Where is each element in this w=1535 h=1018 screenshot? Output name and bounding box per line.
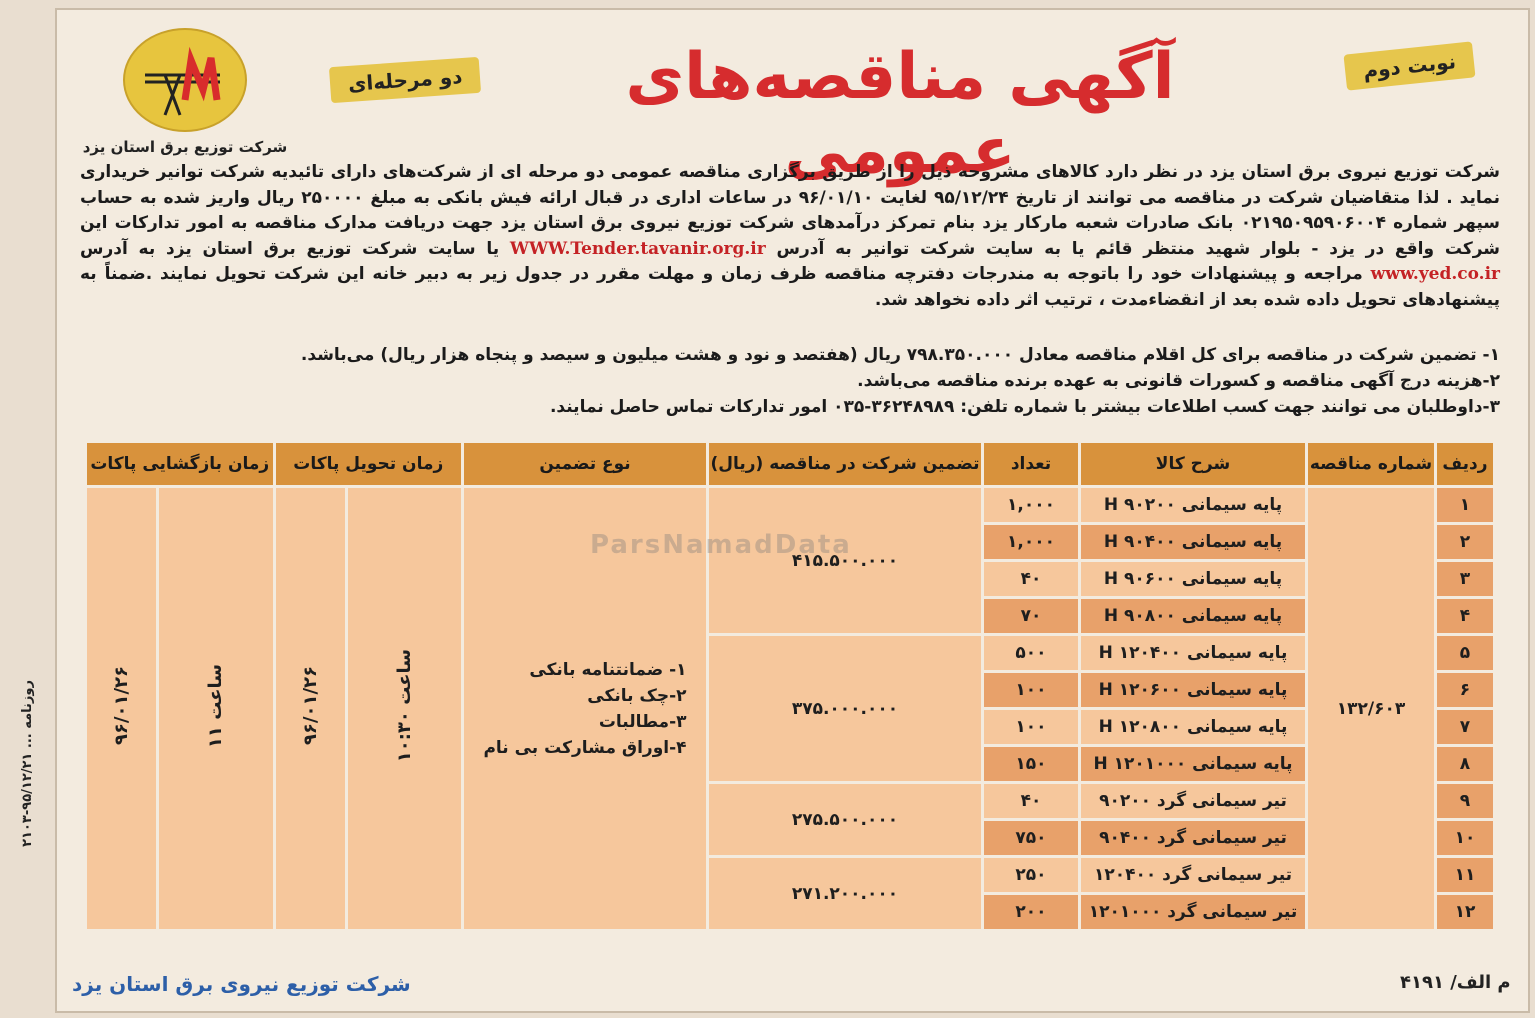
delivery-time-text: ساعت ۱۰:۳۰ xyxy=(393,649,415,763)
item-qty: ۴۰ xyxy=(984,562,1078,596)
stage-badge: دو مرحله‌ای xyxy=(329,57,482,103)
guarantee-type-item: ۱- ضمانتنامه بانکی xyxy=(529,659,687,680)
guarantee-types xyxy=(464,488,706,929)
footer-company: شرکت توزیع نیروی برق استان یزد xyxy=(72,972,411,996)
intro-outro-text: مراجعه و پیشنهادات خود را باتوجه به مندرجات دفترچه مناقصه ظرف زمان و مهلت مقرر در جدول زیر به دبیر خانه این شرکت تحویل نمایند .ضمناً به پیشنهادهای تحویل داده شده بعد از انقضاءمدت ، ترتیب اثر داده نخواهد شد. xyxy=(80,264,1500,310)
row-number: ۶ xyxy=(1437,673,1493,707)
delivery-date-text: ۹۶/۰۱/۲۶ xyxy=(299,666,321,746)
item-qty: ۲۰۰ xyxy=(984,895,1078,929)
watermark: ParsNamadData xyxy=(590,530,852,560)
logo-caption: شرکت توزیع برق استان یزد xyxy=(82,138,288,156)
guarantee-type-item: ۴-اوراق مشارکت بی نام xyxy=(483,737,687,758)
row-number: ۳ xyxy=(1437,562,1493,596)
row-number: ۲ xyxy=(1437,525,1493,559)
side-reference-text: روزنامه ... ۹۵/۱۲/۲۱-۲۱۰۳ xyxy=(20,680,35,847)
opening-date xyxy=(87,488,156,929)
col-opening: زمان بازگشایی پاکات xyxy=(87,443,273,485)
item-description: پایه سیمانی ۹۰۸۰۰ H xyxy=(1081,599,1305,633)
item-qty: ۱۵۰ xyxy=(984,747,1078,781)
item-description: پایه سیمانی ۹۰۶۰۰ H xyxy=(1081,562,1305,596)
col-guarantee: تضمین شرکت در مناقصه (ریال) xyxy=(709,443,981,485)
row-number: ۱۱ xyxy=(1437,858,1493,892)
guarantee-amount: ۲۷۵.۵۰۰.۰۰۰ xyxy=(709,784,981,855)
row-number: ۸ xyxy=(1437,747,1493,781)
item-description: پایه سیمانی ۱۲۰۸۰۰ H xyxy=(1081,710,1305,744)
tender-number: ۱۳۲/۶۰۳ xyxy=(1308,488,1434,929)
item-qty: ۱,۰۰۰ xyxy=(984,525,1078,559)
note-item: ۳-داوطلبان می توانند جهت کسب اطلاعات بیشتر با شماره تلفن: ۳۶۲۴۸۹۸۹-۰۳۵ امور تدارکات تماس حاصل نمایند. xyxy=(549,397,1500,417)
guarantee-type-item: ۲-چک بانکی xyxy=(587,685,687,706)
col-description: شرح کالا xyxy=(1081,443,1305,485)
item-qty: ۷۵۰ xyxy=(984,821,1078,855)
company-logo xyxy=(70,28,300,156)
item-description: تیر سیمانی گرد ۱۲۰۱۰۰۰ xyxy=(1081,895,1305,929)
col-qty: تعداد xyxy=(984,443,1078,485)
item-description: پایه سیمانی ۱۲۰۴۰۰ H xyxy=(1081,636,1305,670)
notes-list xyxy=(80,342,1500,420)
item-description: تیر سیمانی گرد ۱۲۰۴۰۰ xyxy=(1081,858,1305,892)
item-qty: ۵۰۰ xyxy=(984,636,1078,670)
intro-paragraph xyxy=(80,160,1500,314)
row-number: ۴ xyxy=(1437,599,1493,633)
round-badge: نوبت دوم xyxy=(1343,41,1475,90)
opening-time xyxy=(159,488,272,929)
delivery-date xyxy=(276,488,345,929)
note-item: ۲-هزینه درج آگهی مناقصه و کسورات قانونی به عهده برنده مناقصه می‌باشد. xyxy=(857,371,1500,391)
guarantee-type-item: ۳-مطالبات xyxy=(598,711,687,732)
row-number: ۱۰ xyxy=(1437,821,1493,855)
item-qty: ۷۰ xyxy=(984,599,1078,633)
item-qty: ۲۵۰ xyxy=(984,858,1078,892)
tender-table xyxy=(84,440,1496,932)
delivery-time xyxy=(348,488,461,929)
page-title: آگهی مناقصه‌های عمومی xyxy=(625,40,1175,188)
row-number: ۵ xyxy=(1437,636,1493,670)
guarantee-amount: ۳۷۵.۰۰۰.۰۰۰ xyxy=(709,636,981,781)
item-description: تیر سیمانی گرد ۹۰۴۰۰ xyxy=(1081,821,1305,855)
item-description: پایه سیمانی ۹۰۴۰۰ H xyxy=(1081,525,1305,559)
row-number: ۱۲ xyxy=(1437,895,1493,929)
row-number: ۱ xyxy=(1437,488,1493,522)
guarantee-amount: ۴۱۵.۵۰۰.۰۰۰ xyxy=(709,488,981,633)
company-site-link[interactable]: www.yed.co.ir xyxy=(1370,264,1501,285)
item-description: پایه سیمانی ۱۲۰۱۰۰۰ H xyxy=(1081,747,1305,781)
row-number: ۹ xyxy=(1437,784,1493,818)
side-reference xyxy=(20,680,50,920)
row-number: ۷ xyxy=(1437,710,1493,744)
item-description: تیر سیمانی گرد ۹۰۲۰۰ xyxy=(1081,784,1305,818)
item-qty: ۱,۰۰۰ xyxy=(984,488,1078,522)
intro-mid-text: یا سایت شرکت توزیع برق استان یزد به آدرس xyxy=(80,238,500,259)
col-tender-no: شماره مناقصه xyxy=(1308,443,1434,485)
item-qty: ۱۰۰ xyxy=(984,673,1078,707)
item-description: پایه سیمانی ۹۰۲۰۰ H xyxy=(1081,488,1305,522)
opening-date-text: ۹۶/۰۱/۲۶ xyxy=(111,666,133,746)
item-qty: ۴۰ xyxy=(984,784,1078,818)
footer-reference: م الف/ ۴۱۹۱ xyxy=(1400,972,1511,993)
guarantee-amount: ۲۷۱.۲۰۰.۰۰۰ xyxy=(709,858,981,929)
table-row xyxy=(87,488,1493,522)
tender-site-link[interactable]: WWW.Tender.tavanir.org.ir xyxy=(509,238,766,259)
intro-text: شرکت توزیع نیروی برق استان یزد در نظر دارد کالاهای مشروحه ذیل را از طریق برگزاری مناقصه عمومی دو مرحله ای از شرکت‌های دارای تائیدیه شرکت توانیر خریداری نماید . لذا متقاضیان شرکت در مناقصه می توانند از تاریخ ۹۵/۱۲/۲۴ لغایت ۹۶/۰۱/۱۰ در ساعات اداری در قبال ارائه فیش بانکی به مبلغ ۲۵۰۰۰۰ ریال واریز شده به حساب سپهر شماره ۰۲۱۹۵۰۹۵۹۰۶۰۰۴ بانک صادرات شعبه مارکار یزد بنام تمرکز درآمدهای شرکت توزیع نیروی برق استان یزد جهت دریافت مدارک مناقصه به امور تدارکات این شرکت واقع در یزد - بلوار شهید منتظر قائم یا به سایت شرکت توانیر به آدرس xyxy=(80,162,1501,259)
item-description: پایه سیمانی ۱۲۰۶۰۰ H xyxy=(1081,673,1305,707)
col-delivery: زمان تحویل پاکات xyxy=(276,443,461,485)
opening-time-text: ساعت ۱۱ xyxy=(205,663,227,749)
item-qty: ۱۰۰ xyxy=(984,710,1078,744)
note-item: ۱- تضمین شرکت در مناقصه برای کل اقلام مناقصه معادل ۷۹۸.۳۵۰.۰۰۰ ریال (هفتصد و نود و هشت میلیون و سیصد و پنجاه هزار ریال) می‌باشد. xyxy=(300,345,1500,365)
power-logo-icon xyxy=(123,28,247,132)
table-header-row xyxy=(87,443,1493,485)
col-guarantee-type: نوع تضمین xyxy=(464,443,706,485)
col-row: ردیف xyxy=(1437,443,1493,485)
